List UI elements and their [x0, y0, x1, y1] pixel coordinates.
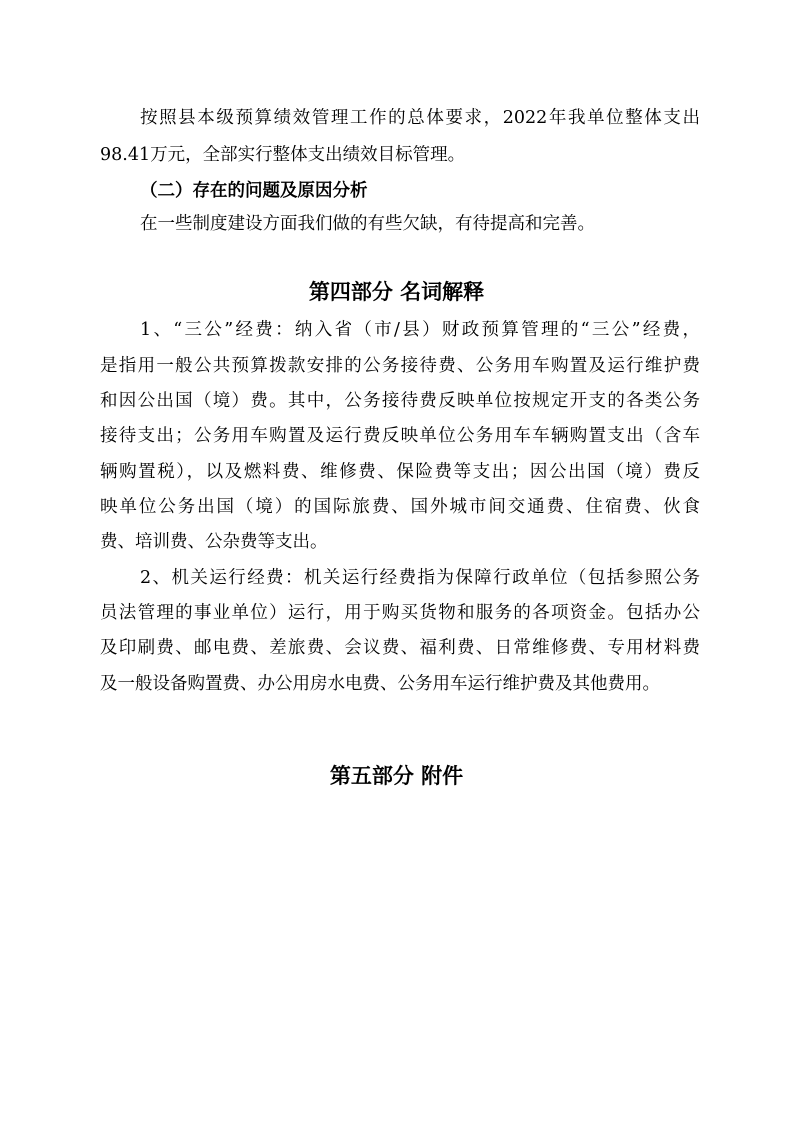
glossary-item-line: 接待支出；公务用车购置及运行费反映单位公务用车车辆购置支出（含车	[100, 426, 700, 446]
paragraph-line: 在一些制度建设方面我们做的有些欠缺，有待提高和完善。	[140, 214, 595, 234]
section-title-attachments: 第五部分 附件	[329, 764, 464, 788]
glossary-item-line: 是指用一般公共预算拨款安排的公务接待费、公务用车购置及运行维护费	[100, 356, 700, 376]
paragraph-line: 98.41万元，全部实行整体支出绩效目标管理。	[100, 145, 466, 165]
paragraph-line: 按照县本级预算绩效管理工作的总体要求，2022年我单位整体支出	[140, 108, 700, 128]
subheading-problems: （二）存在的问题及原因分析	[140, 181, 368, 201]
glossary-item-line: 和因公出国（境）费。其中，公务接待费反映单位按规定开支的各类公务	[100, 391, 700, 411]
glossary-item-line: 2、机关运行经费：机关运行经费指为保障行政单位（包括参照公务	[140, 568, 700, 588]
glossary-item-line: 映单位公务出国（境）的国际旅费、国外城市间交通费、住宿费、伙食	[100, 497, 700, 517]
glossary-item-line: 辆购置税），以及燃料费、维修费、保险费等支出；因公出国（境）费反	[100, 462, 700, 482]
glossary-item-line: 及印刷费、邮电费、差旅费、会议费、福利费、日常维修费、专用材料费	[100, 638, 700, 658]
glossary-item-line: 员法管理的事业单位）运行，用于购买货物和服务的各项资金。包括办公	[100, 603, 700, 623]
glossary-item-line: 1、“三公”经费：纳入省（市/县）财政预算管理的“三公”经费，	[140, 320, 700, 340]
section-title-glossary: 第四部分 名词解释	[308, 280, 485, 304]
glossary-item-line: 费、培训费、公杂费等支出。	[100, 532, 328, 552]
glossary-item-line: 及一般设备购置费、办公用房水电费、公务用车运行维护费及其他费用。	[100, 674, 660, 694]
